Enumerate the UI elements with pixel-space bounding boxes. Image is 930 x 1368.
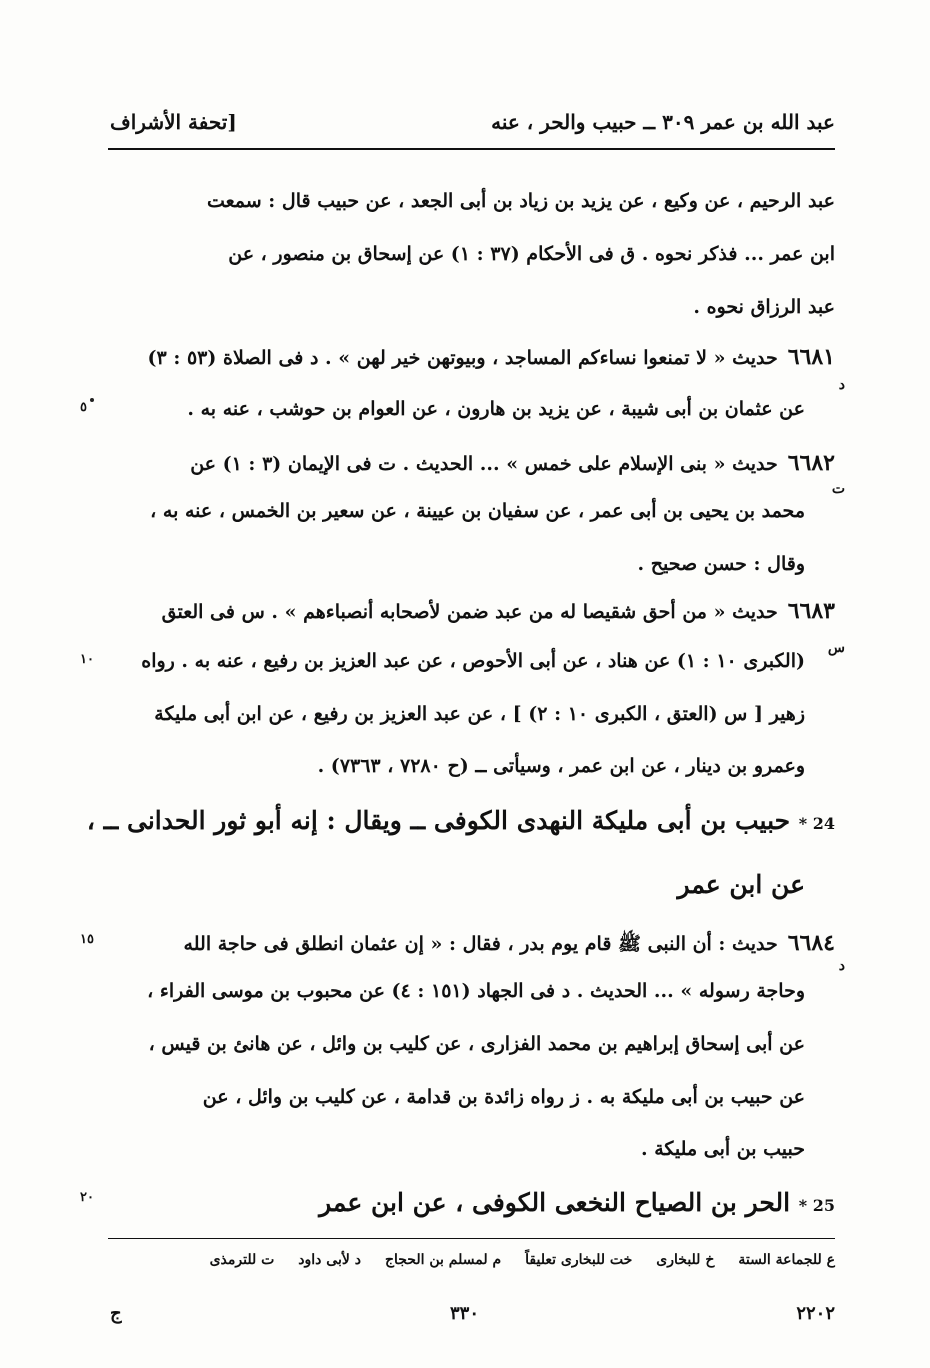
legend-item: م لمسلم بن الحجاج — [384, 1252, 502, 1268]
text-line: ابن عمر ... فذكر نحوه . ق فى الأحكام (٣٧ : ١) عن إسحاق بن منصور ، عن — [228, 243, 835, 265]
text-line: عن عثمان بن أبى شيبة ، عن يزيد بن هارون ، عن العوام بن حوشب ، عنه به . — [187, 398, 805, 420]
line-number-marker: ٥ — [80, 400, 87, 415]
line-number-marker: ٢٠ — [80, 1190, 94, 1205]
legend-item: خ للبخارى — [656, 1252, 715, 1268]
text-line: زهير [ س (العتق ، الكبرى ١٠ : ٢) ] ، عن عبد العزيز بن رفيع ، عن ابن أبى مليكة — [154, 703, 805, 725]
legend-item: ع للجماعة الستة — [738, 1252, 835, 1268]
footer-rule — [108, 1238, 835, 1239]
page-number: ٣٣٠ — [450, 1303, 480, 1324]
legend-item: خت للبخارى تعليقاً — [525, 1252, 633, 1268]
hadith-6682 — [190, 450, 835, 476]
section-star: 24 * — [798, 814, 835, 833]
volume-mark: ج — [110, 1303, 122, 1324]
section-title: حبيب بن أبى مليكة النهدى الكوفى ــ ويقال : إنه أبو ثور الحدانى ــ ، — [86, 806, 791, 835]
running-header-title: عبد الله بن عمر ٣٠٩ ــ حبيب والحر ، عنه — [491, 110, 835, 134]
text-line: عبد الرزاق نحوه . — [693, 296, 835, 318]
hadith-text: حديث « بنى الإسلام على خمس » ... الحديث . ت فى الإيمان (٣ : ١) عن — [190, 453, 778, 475]
section-title: الحر بن الصياح النخعى الكوفى ، عن ابن عمر — [319, 1188, 791, 1217]
legend-item: ت للترمذى — [209, 1252, 275, 1268]
text-line: وحاجة رسوله » ... الحديث . د فى الجهاد (١٥١ : ٤) عن محبوب بن موسى الفراء ، — [147, 980, 805, 1002]
text-line: محمد بن يحيى بن أبى عمر ، عن سفيان بن عيينة ، عن سعير بن الخمس ، عنه به ، — [150, 500, 805, 522]
text-line: عن أبى إسحاق إبراهيم بن محمد الفزارى ، عن كليب بن وائل ، عن هانئ بن قيس ، — [148, 1033, 805, 1055]
hadith-text: حديث : أن النبى ﷺ قام يوم بدر ، فقال : « إن عثمان انطلق فى حاجة الله — [183, 933, 778, 955]
text-line: عن حبيب بن أبى مليكة به . ز رواه زائدة بن قدامة ، عن كليب بن وائل ، عن — [202, 1086, 805, 1108]
hadith-6683 — [162, 598, 835, 624]
text-line: (الكبرى ١٠ : ١) عن هناد ، عن أبى الأحوص ، عن عبد العزيز بن رفيع ، عنه به . رواه — [141, 650, 805, 672]
running-header-book: [تحفة الأشراف — [110, 110, 237, 134]
header-rule — [108, 148, 835, 150]
source-symbol: ت — [831, 481, 845, 497]
section-25-heading — [319, 1188, 835, 1217]
text-line: وعمرو بن دينار ، عن ابن عمر ، وسيأتى ــ (ح ٧٢٨٠ ، ٧٣٦٣) . — [317, 755, 805, 777]
hadith-number: ٦٦٨٤ — [787, 930, 835, 956]
hadith-text: حديث « من أحق شقيصا له من عبد ضمن لأصحابه أنصباءهم » . س فى العتق — [161, 601, 778, 623]
line-number-marker: ١٠ — [80, 652, 94, 667]
hadith-number: ٦٦٨٣ — [787, 598, 835, 624]
source-symbol: د — [838, 958, 845, 974]
line-number-marker: ١٥ — [80, 932, 94, 947]
text-line: وقال : حسن صحيح . — [637, 553, 805, 575]
section-star: 25 * — [798, 1196, 835, 1215]
abbreviation-legend — [210, 1252, 835, 1268]
hadith-number: ٦٦٨٢ — [787, 450, 835, 476]
legend-item: د لأبى داود — [298, 1252, 361, 1268]
hadith-range: ٢٢٠٢ — [796, 1303, 835, 1324]
hadith-text: حديث « لا تمنعوا نساءكم المساجد ، وبيوتهن خير لهن » . د فى الصلاة (٥٣ : ٣) — [147, 347, 778, 369]
source-symbol: س — [827, 640, 845, 656]
scan-speck — [90, 398, 94, 402]
hadith-6684 — [184, 930, 835, 960]
source-symbol: د — [838, 377, 845, 393]
text-line: حبيب بن أبى مليكة . — [641, 1138, 805, 1160]
text-line: عبد الرحيم ، عن وكيع ، عن يزيد بن زياد بن أبى الجعد ، عن حبيب قال : سمعت — [206, 190, 835, 212]
hadith-number: ٦٦٨١ — [787, 344, 835, 370]
section-24-subtitle: عن ابن عمر — [677, 870, 805, 899]
section-24-heading — [87, 806, 835, 835]
hadith-6681 — [148, 344, 836, 370]
